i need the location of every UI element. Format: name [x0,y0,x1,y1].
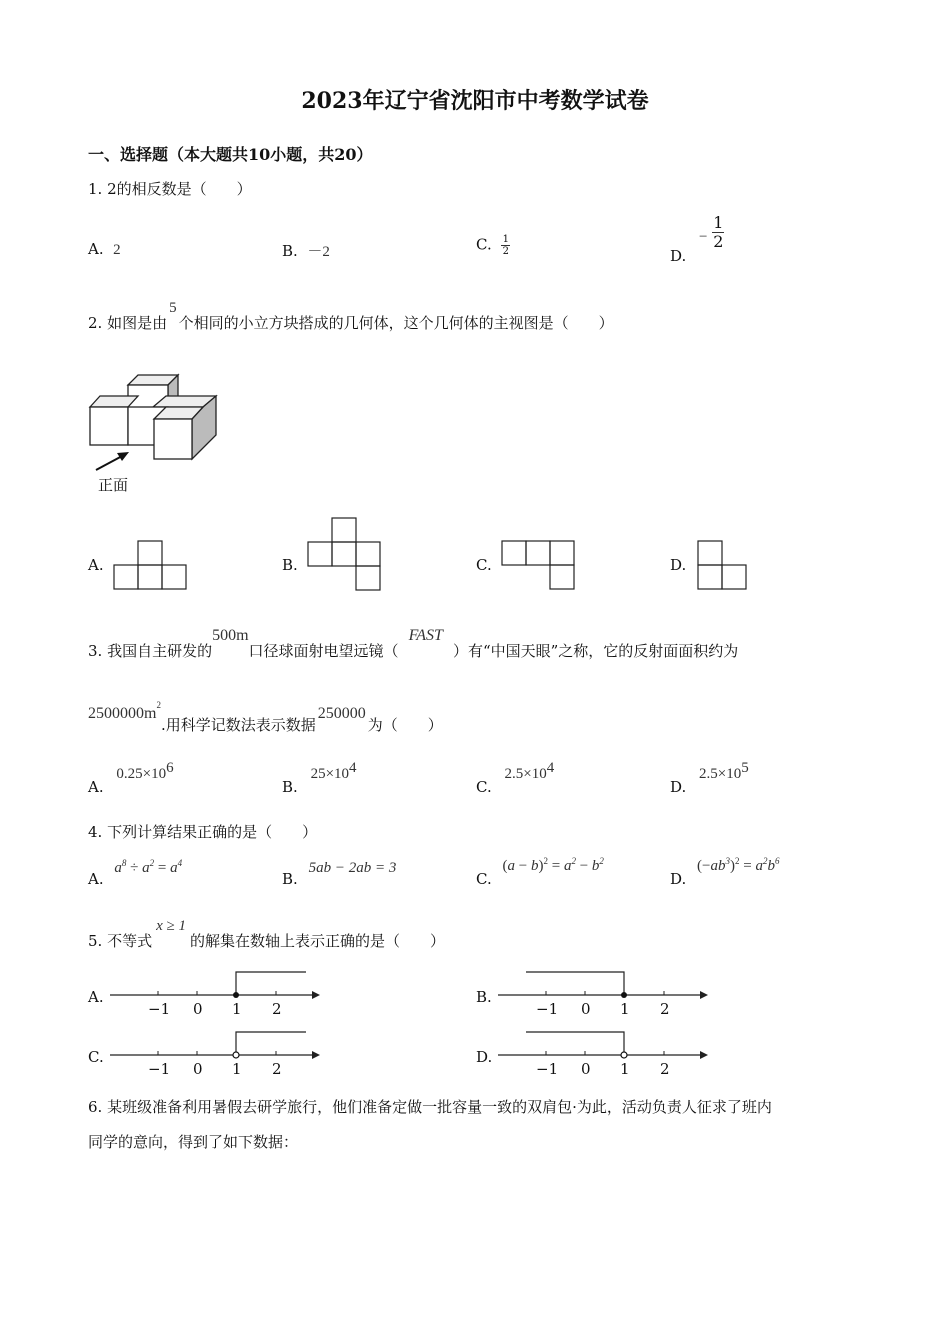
question-6-line-1: 6. 某班级准备利用暑假去研学旅行，他们准备定做一批容量一致的双肩包·为此，活动负责人征求了班内 [88,1098,772,1116]
q1-c-label: C. [476,235,492,254]
q3-area: 2500000m [88,705,157,722]
q3-option-b [282,760,357,796]
q4-d-label: D. [670,870,687,888]
q4-b-expr: 5ab − 2ab = 3 [308,860,397,876]
q1-d-label: D. [670,246,687,265]
q1-b-label: B. [282,242,298,260]
q1-option-c [476,234,510,257]
q3-option-c [476,760,555,796]
q4-option-d: D. $(-ab^3)^2 = a^2b^6$ [670,856,780,888]
q4-option-b [282,858,397,888]
q1-d-num: 1 [713,213,724,232]
q5-b-tick-2: 2 [660,1000,670,1018]
q4-option-a: A. $a^8 \div a^2 = a^4$ [88,858,183,888]
q3-c-exp: 4 [546,760,555,776]
q5-b-tick-0: 0 [581,1000,591,1018]
q5-c-tick-0: 0 [193,1060,203,1078]
q5-c-tick-2: 2 [272,1060,282,1078]
q2-stem-post: 个相同的小立方块搭成的几何体，这个几何体的主视图是（ ） [178,314,614,332]
q3-c-base: 2.5×10 [504,766,547,782]
q1-a-label: A. [88,240,104,258]
q5-a-tick-1: 1 [232,1000,242,1018]
q1-c-fraction [501,234,510,257]
q5-c-label: C. [88,1048,104,1066]
q3-500m: 500m [212,627,249,644]
q5-a-label: A. [88,988,104,1006]
question-1-stem: 1. 2的相反数是（ ） [88,180,252,198]
q1-c-den: 2 [502,246,509,257]
q5-option-a-numberline[interactable] [110,968,330,1020]
q3-d-label: D. [670,778,687,796]
q1-option-b [282,240,330,261]
q3-option-a [88,760,174,796]
q1-d-den: 2 [713,232,724,251]
q4-c-label: C. [476,870,492,888]
q3-stem-mid1: 口径球面射电望远镜（ [248,642,399,660]
q2-d-label: D. [670,556,687,574]
q2-b-label: B. [282,556,298,574]
q1-b-value: －2 [307,244,330,260]
q1-a-value: 2 [113,242,121,258]
q5-a-tick-0: 0 [193,1000,203,1018]
q1-option-a [88,240,121,259]
page-title: 2023年辽宁省沈阳市中考数学试卷 [301,88,649,114]
q2-c-label: C. [476,556,492,574]
q5-d-tick-1: 1 [620,1060,630,1078]
q4-option-c: C. $(a - b)^2 = a^2 - b^2$ [476,856,604,888]
q5-d-tick-0: 0 [581,1060,591,1078]
q1-c-num: 1 [502,234,509,245]
q1-d-sign: − [699,228,708,245]
q3-d-base: 2.5×10 [699,766,742,782]
q3-a-exp: 6 [166,760,174,776]
q5-c-tick-neg1: −1 [148,1060,171,1078]
q3-stem-line2: .用科学记数法表示数据 [160,716,316,734]
q5-d-tick-2: 2 [660,1060,670,1078]
q1-option-d [670,213,724,265]
q3-stem-mid2: ）有“中国天眼”之称，它的反射面面积约为 [452,642,739,660]
q3-fast: FAST [408,627,443,644]
question-3-line-2 [88,700,443,734]
q3-area-exp: 2 [156,700,161,710]
q3-data: 250000 [317,705,366,722]
front-label: 正面 [98,476,129,494]
q3-b-base: 25×10 [310,766,350,782]
q2-option-d-view[interactable] [697,540,749,592]
q5-inequality: x ≥ 1 [156,918,186,934]
q2-option-c-view[interactable] [502,540,578,592]
q4-a-label: A. [88,870,104,888]
question-2-stem [88,300,614,333]
q3-b-label: B. [282,778,298,796]
q3-option-d [670,760,749,796]
q2-stem-num: 5 [169,300,177,316]
q2-option-a-view[interactable] [114,540,188,590]
q3-a-base: 0.25×10 [116,766,167,782]
q4-b-label: B. [282,870,298,888]
cube-solid-figure [86,355,226,465]
q2-a-label: A. [88,556,104,574]
q5-option-d-numberline[interactable] [498,1028,718,1080]
question-6-line-2: 同学的意向，得到了如下数据： [88,1133,299,1151]
question-5-stem [88,914,445,950]
q5-c-tick-1: 1 [232,1060,242,1078]
q2-stem-pre: 2. 如图是由 [88,314,168,332]
q3-stem-end: 为（ ） [367,716,443,734]
q5-b-label: B. [476,988,492,1006]
q5-stem-post: 的解集在数轴上表示正确的是（ ） [189,932,445,950]
q5-d-label: D. [476,1048,493,1066]
q3-b-exp: 4 [349,760,357,776]
q5-a-tick-2: 2 [272,1000,282,1018]
question-4-stem: 4. 下列计算结果正确的是（ ） [88,823,318,841]
q5-option-b-numberline[interactable] [498,968,718,1020]
q3-stem-pre: 3. 我国自主研发的 [88,642,213,660]
q3-d-exp: 5 [741,760,749,776]
q5-b-tick-1: 1 [620,1000,630,1018]
q5-a-tick-neg1: −1 [148,1000,171,1018]
q2-option-b-view[interactable] [308,517,384,591]
q5-stem-pre: 5. 不等式 [88,932,153,950]
q1-d-fraction [712,214,724,251]
section-heading: 一、选择题（本大题共10小题，共20） [88,145,373,164]
q3-a-label: A. [88,778,104,796]
q3-c-label: C. [476,778,492,796]
q5-option-c-numberline[interactable] [110,1028,330,1080]
q5-d-tick-neg1: −1 [536,1060,559,1078]
q5-b-tick-neg1: −1 [536,1000,559,1018]
question-3-line-1 [88,624,738,664]
